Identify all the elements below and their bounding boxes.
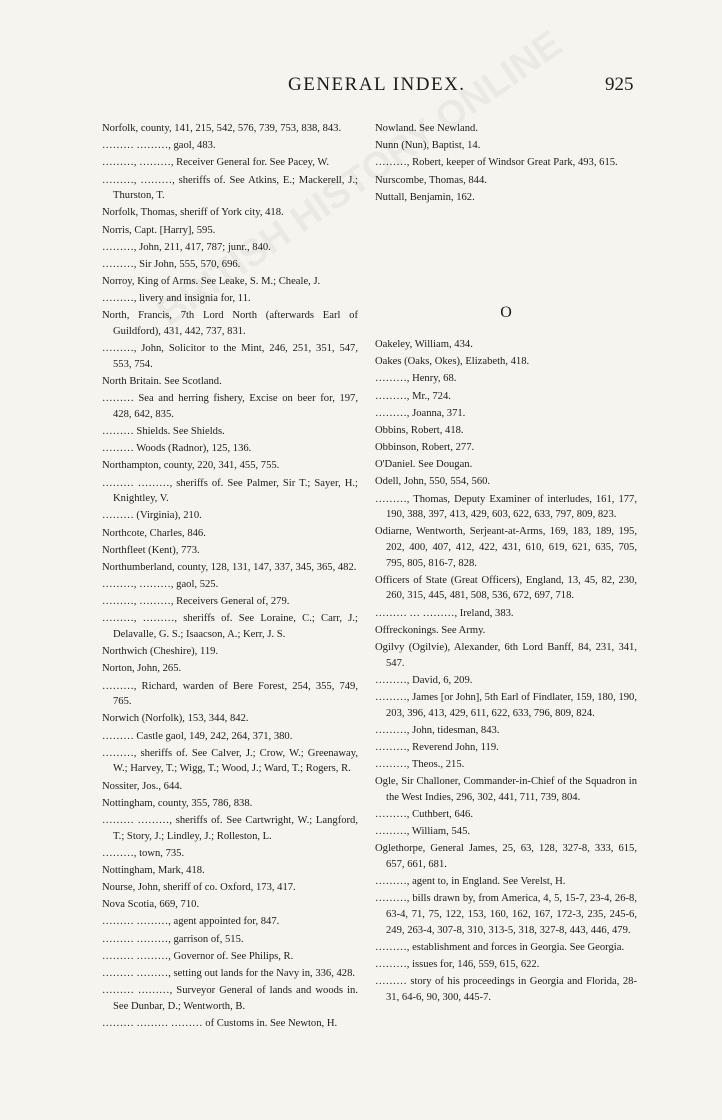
index-entry: Obbinson, Robert, 277. <box>375 442 475 454</box>
index-entry: ……… ………, agent appointed for, 847. <box>102 916 280 928</box>
index-entry: ……… ……… ……… of Customs in. See Newton, H. <box>102 1018 338 1029</box>
index-entry: ………, Richard, warden of Bere Forest, 254, 355, 749, 765. <box>102 680 358 708</box>
index-entry: Northampton, county, 220, 341, 455, 755. <box>102 460 280 472</box>
index-entry: ………, Reverend John, 119. <box>375 741 499 753</box>
index-entry: Oglethorpe, General James, 25, 63, 128, 327-8, 333, 615, 657, 661, 681. <box>375 843 637 870</box>
index-entry: Nunn (Nun), Baptist, 14. <box>375 140 481 152</box>
page-header <box>0 74 722 104</box>
index-entry: Officers of State (Great Officers), England, 13, 45, 82, 230, 260, 315, 445, 481, 508, 536, 672, 697, 718. <box>375 574 637 602</box>
index-entry: Norton, John, 265. <box>102 663 182 675</box>
index-entry: ………, Cuthbert, 646. <box>375 809 473 821</box>
index-entry: ……… Woods (Radnor), 125, 136. <box>102 443 252 455</box>
index-entry: Northcote, Charles, 846. <box>102 527 206 539</box>
index-entry: ………, John, 211, 417, 787; junr., 840. <box>102 241 271 253</box>
left-index-column <box>102 121 358 1033</box>
index-entry: Odiarne, Wentworth, Serjeant-at-Arms, 169, 183, 189, 195, 202, 400, 407, 412, 422, 431, 610, 619, 621, 635, 705, 795, 805, 816-7, 828. <box>375 526 637 569</box>
index-entry: ……… Sea and herring fishery, Excise on beer for, 197, 428, 642, 835. <box>102 393 358 420</box>
index-entry: ……… story of his proceedings in Georgia and Florida, 28-31, 64-6, 90, 300, 445-7. <box>375 976 637 1003</box>
index-entry: ……… (Virginia), 210. <box>102 510 202 522</box>
index-entry: ………, Robert, keeper of Windsor Great Park, 493, 615. <box>375 157 618 169</box>
index-entry: ……… ………, sheriffs of. See Palmer, Sir T.; Sayer, H.; Knightley, V. <box>102 477 358 505</box>
index-entry: ………, agent to, in England. See Verelst, H. <box>375 876 566 888</box>
index-entry: Obbins, Robert, 418. <box>375 424 464 436</box>
index-entry: Ogle, Sir Challoner, Commander-in-Chief of the Squadron in the West Indies, 296, 302, 441, 711, 739, 804. <box>375 776 637 803</box>
index-entry: ………, ………, sheriffs of. See Loraine, C.; Carr, J.; Delavalle, G. S.; Isaacson, A.; Kerr, J. S. <box>102 613 358 641</box>
index-entry: ……… … ………, Ireland, 383. <box>375 607 514 619</box>
index-entry: ………, James [or John], 5th Earl of Findlater, 159, 180, 190, 203, 396, 413, 429, 611, 622, 633, 796, 809, 824. <box>375 691 637 719</box>
index-entry: ……… ………, Governor of. See Philips, R. <box>102 950 294 962</box>
index-entry: ………, Sir John, 555, 570, 696. <box>102 258 241 270</box>
index-entry: Nourse, John, sheriff of co. Oxford, 173, 417. <box>102 882 296 894</box>
index-entry: ………, Mr., 724. <box>375 390 451 402</box>
index-entry: ………, David, 6, 209. <box>375 674 473 686</box>
index-entry: ………, William, 545. <box>375 826 471 838</box>
index-entry: ……… ………, setting out lands for the Navy in, 336, 428. <box>102 968 356 980</box>
index-entry: ……… Shields. See Shields. <box>102 426 225 437</box>
index-entry: ………, ………, gaol, 525. <box>102 579 219 591</box>
index-entry: ………, establishment and forces in Georgia. See Georgia. <box>375 941 625 953</box>
index-entry: Norwich (Norfolk), 153, 344, 842. <box>102 713 249 725</box>
right-index-top <box>375 121 637 205</box>
index-entry: ……… ………, Surveyor General of lands and woods in. See Dunbar, D.; Wentworth, B. <box>102 985 358 1012</box>
index-entry: ………, John, tidesman, 843. <box>375 724 500 736</box>
index-entry: Norris, Capt. [Harry], 595. <box>102 224 216 236</box>
index-entry: ………, Joanna, 371. <box>375 407 466 419</box>
index-entry: Northfleet (Kent), 773. <box>102 544 200 556</box>
index-entry: Nottingham, Mark, 418. <box>102 864 205 876</box>
index-entry: ……… ………, gaol, 483. <box>102 140 216 152</box>
index-entry: Ogilvy (Ogilvie), Alexander, 6th Lord Banff, 84, 231, 341, 547. <box>375 641 637 669</box>
index-entry: North, Francis, 7th Lord North (afterwards Earl of Guildford), 431, 442, 737, 831. <box>102 310 358 338</box>
section-letter: O <box>500 304 512 322</box>
index-entry: ………, bills drawn by, from America, 4, 5, 15-7, 23-4, 26-8, 63-4, 71, 75, 122, 153, 160, 162, 167, 172-3, 235, 245-6, 249, 263-4, 307-8, 310, 313-5, 318, 327-8, 443, 446, 479. <box>375 893 637 936</box>
index-entry: Nottingham, county, 355, 786, 838. <box>102 797 253 809</box>
index-entry: ………, Theos., 215. <box>375 759 465 771</box>
index-entry: Norroy, King of Arms. See Leake, S. M.; Cheale, J. <box>102 276 321 288</box>
index-entry: ………, John, Solicitor to the Mint, 246, 251, 351, 547, 553, 754. <box>102 343 358 370</box>
index-entry: Oakes (Oaks, Okes), Elizabeth, 418. <box>375 356 530 368</box>
index-entry: Nowland. See Newland. <box>375 123 478 134</box>
index-entry: Nurscombe, Thomas, 844. <box>375 174 487 186</box>
index-entry: ……… ………, garrison of, 515. <box>102 933 244 945</box>
index-entry: Offreckonings. See Army. <box>375 624 486 636</box>
index-entry: Norfolk, county, 141, 215, 542, 576, 739, 753, 838, 843. <box>102 123 342 134</box>
right-index-bottom <box>375 337 637 1005</box>
index-entry: ………, sheriffs of. See Calver, J.; Crow, W.; Greenaway, W.; Harvey, T.; Wigg, T.; Wood, J.; Ward, T.; Rogers, R. <box>102 747 358 775</box>
index-entry: ………, issues for, 146, 559, 615, 622. <box>375 958 540 970</box>
index-entry: ………, Henry, 68. <box>375 373 457 385</box>
index-entry: Nossiter, Jos., 644. <box>102 780 183 792</box>
index-entry: Odell, John, 550, 554, 560. <box>375 476 491 488</box>
index-entry: ………, ………, Receivers General of, 279. <box>102 596 290 608</box>
index-entry: Nova Scotia, 669, 710. <box>102 899 200 911</box>
index-entry: ……… ………, sheriffs of. See Cartwright, W.; Langford, T.; Story, J.; Lindley, J.; Rolleston, L. <box>102 814 358 842</box>
index-entry: ………, ………, sheriffs of. See Atkins, E.; Mackerell, J.; Thurston, T. <box>102 174 358 202</box>
index-entry: ………, town, 735. <box>102 847 185 859</box>
index-entry: ………, ………, Receiver General for. See Pacey, W. <box>102 157 330 169</box>
index-entry: Nuttall, Benjamin, 162. <box>375 191 475 203</box>
right-index-column <box>375 121 637 1007</box>
index-entry: O'Daniel. See Dougan. <box>375 459 473 471</box>
index-entry: ………, livery and insignia for, 11. <box>102 293 251 305</box>
index-entry: Norfolk, Thomas, sheriff of York city, 418. <box>102 207 284 219</box>
index-entry: ……… Castle gaol, 149, 242, 264, 371, 380. <box>102 730 293 742</box>
index-entry: Northumberland, county, 128, 131, 147, 337, 345, 365, 482. <box>102 561 357 573</box>
page-title: GENERAL INDEX. <box>288 74 466 95</box>
index-entry: Northwich (Cheshire), 119. <box>102 646 219 658</box>
index-entry: North Britain. See Scotland. <box>102 376 222 388</box>
page-number: 925 <box>605 74 634 95</box>
index-entry: ………, Thomas, Deputy Examiner of interludes, 161, 177, 190, 388, 397, 413, 429, 603, 622, 633, 797, 809, 823. <box>375 493 637 521</box>
index-entry: Oakeley, William, 434. <box>375 338 473 350</box>
